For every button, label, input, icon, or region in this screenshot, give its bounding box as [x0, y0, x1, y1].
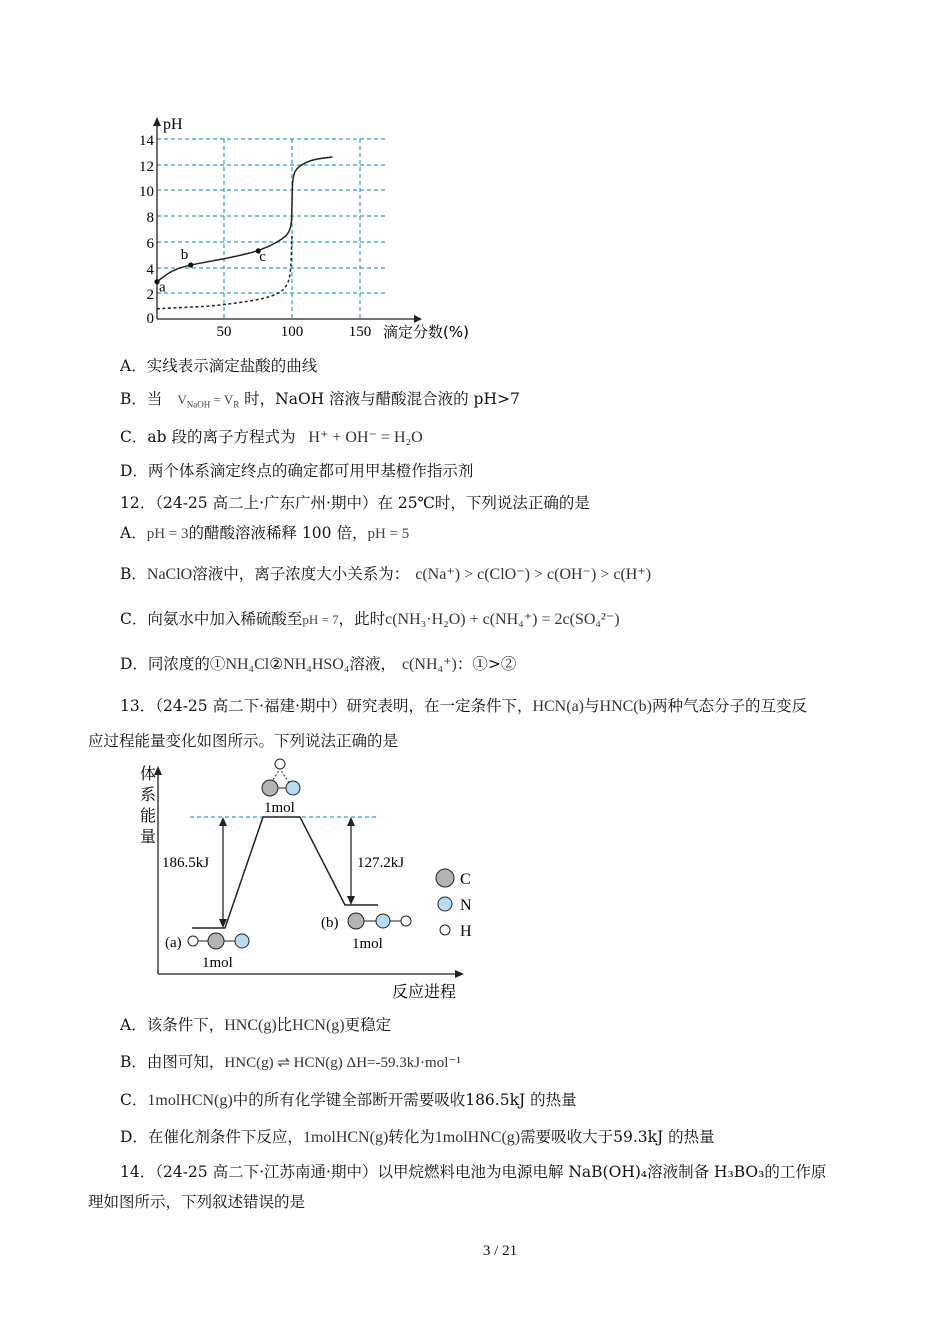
q13-option-b[interactable]: [120, 1050, 461, 1072]
option-c-formula: H⁺ + OH⁻ = H₂O: [308, 429, 423, 446]
option-prefix: A．: [120, 524, 147, 542]
q12-option-c[interactable]: [120, 607, 620, 629]
carbon-atom: [262, 780, 278, 796]
y-tick-label: 10: [139, 184, 154, 200]
formula: 1molHCN(g): [147, 1092, 233, 1109]
y-label-char: 量: [139, 829, 157, 846]
formula: c(Na⁺) > c(ClO⁻) > c(OH⁻) > c(H⁺): [415, 566, 652, 583]
option-text: 转化为: [388, 1128, 435, 1146]
formula: HNC(g) ⇌ HCN(g) ΔH=-59.3kJ·mol⁻¹: [224, 1055, 461, 1071]
option-prefix: C．向氨水中加入稀硫酸至: [120, 610, 303, 628]
q11-option-a[interactable]: A．实线表示滴定盐酸的曲线: [120, 357, 318, 375]
option-b-formula: [177, 392, 240, 410]
legend-hydrogen-icon: [440, 925, 450, 935]
option-text: 需要吸收大于59.3kJ 的热量: [520, 1128, 715, 1146]
stem-text: 两种气态分子的互变反: [651, 697, 807, 715]
titration-chart: [120, 105, 510, 350]
y-tick-label: 4: [146, 262, 154, 278]
q12-option-d[interactable]: [120, 652, 516, 674]
q13-stem-line2: 应过程能量变化如图所示。下列说法正确的是: [88, 732, 399, 750]
hydrogen-atom: [275, 759, 285, 769]
formula: c(NH₃·H₂O) + c(NH₄⁺) = 2c(SO₄²⁻): [385, 611, 620, 628]
legend-nitrogen-icon: [438, 897, 452, 911]
page-number: 3 / 21: [482, 1243, 518, 1259]
formula: 1molHCN(g): [302, 1129, 389, 1146]
q13-option-a[interactable]: [120, 1013, 391, 1035]
y-axis-label: [140, 765, 156, 846]
chart-grid: [157, 139, 388, 319]
y-tick-label: 2: [146, 287, 154, 303]
option-b-suffix: 时，NaOH 溶液与醋酸混合液的 pH>7: [244, 390, 520, 408]
molecule-a: [188, 933, 249, 949]
option-text: ，此时: [338, 610, 386, 628]
q11-option-b[interactable]: [120, 387, 520, 410]
option-b-prefix: B．当: [120, 390, 163, 408]
formula: 1molHNC(g): [434, 1129, 521, 1146]
y-label-char: 系: [139, 787, 157, 804]
nitrogen-atom: [376, 914, 390, 928]
option-text: ：①>②: [456, 655, 517, 673]
q13-option-d[interactable]: [120, 1125, 715, 1147]
x-tick-label: 100: [280, 324, 304, 340]
legend-carbon-icon: [436, 869, 454, 887]
formula-sub: NaOH: [186, 399, 211, 410]
carbon-atom: [348, 913, 364, 929]
energy-arrows: [219, 817, 355, 928]
option-text: 的醋酸溶液稀释 100 倍，: [188, 524, 368, 542]
x-tick-label: 50: [216, 324, 232, 340]
y-tick-label: 6: [146, 236, 154, 252]
molecule-b-mol: 1mol: [352, 936, 383, 952]
hydrogen-atom: [401, 916, 411, 926]
option-text: 更稳定: [344, 1016, 392, 1034]
formula: NH₄Cl: [225, 656, 270, 673]
data-point-b: [188, 262, 193, 267]
legend-label-h: H: [460, 923, 472, 940]
option-text: 溶液中，离子浓度大小关系为：: [192, 565, 410, 583]
option-text: 中的所有化学键全部断开需要吸收186.5kJ 的热量: [232, 1091, 577, 1109]
formula: pH = 7: [302, 612, 339, 627]
option-prefix: D．在催化剂条件下反应，: [120, 1128, 303, 1146]
formula: NH₄HSO₄: [283, 656, 350, 673]
molecule-b: [348, 913, 411, 929]
y-tick-label: 14: [139, 133, 154, 149]
activation-energy-label: 186.5kJ: [162, 855, 210, 871]
formula: HNC(b): [599, 698, 652, 715]
y-label-char: 体: [139, 766, 157, 783]
option-prefix: A．该条件下，: [120, 1016, 225, 1034]
q12-option-a[interactable]: [120, 521, 409, 543]
y-tick-label: 8: [146, 210, 154, 226]
y-axis-label: pH: [163, 116, 183, 133]
nitrogen-atom: [235, 934, 249, 948]
stem-text: 与: [584, 697, 600, 715]
energy-diagram: [130, 755, 480, 1005]
option-prefix: B．由图可知，: [120, 1053, 225, 1071]
formula: HNC(g): [224, 1017, 277, 1034]
q12-option-b[interactable]: [120, 562, 651, 584]
legend-label-c: C: [460, 871, 471, 888]
formula: c(NH₄⁺): [401, 656, 457, 673]
option-text: 比: [276, 1016, 293, 1034]
q14-stem-line1: 14．（24-25 高二下·江苏南通·期中）以甲烷燃料电池为电源电解 NaB(OH)₄溶液制备 H₃BO₃的工作原: [120, 1163, 827, 1181]
molecule-a-label: (a): [165, 935, 182, 951]
q11-option-c[interactable]: [120, 425, 423, 447]
transition-state-molecule: [262, 759, 300, 796]
formula: HCN(g): [292, 1017, 345, 1034]
y-label-char: 能: [139, 808, 157, 825]
formula: pH = 5: [367, 526, 410, 542]
formula-part: V: [177, 392, 187, 407]
molecule-b-label: (b): [321, 915, 339, 931]
x-axis-label: 滴定分数(%): [383, 323, 469, 341]
legend-label-n: N: [460, 897, 472, 914]
formula-part: = V: [210, 392, 234, 407]
q14-stem-line2: 理如图所示，下列叙述错误的是: [88, 1193, 306, 1211]
option-prefix: B．: [120, 565, 147, 583]
option-text: ②: [269, 655, 284, 673]
hydrogen-atom: [188, 936, 198, 946]
carbon-atom: [208, 933, 224, 949]
atom-legend: [436, 869, 454, 935]
option-prefix: C．: [120, 1091, 148, 1109]
q12-stem: 12．（24-25 高二上·广东广州·期中）在 25℃时，下列说法正确的是: [120, 494, 590, 512]
stem-text: 13．（24-25 高二下·福建·期中）研究表明，在一定条件下，: [120, 697, 533, 715]
option-c-prefix: C．ab 段的离子方程式为: [120, 428, 296, 446]
point-label-c: c: [259, 248, 266, 265]
x-axis-label: 反应进程: [392, 982, 457, 1001]
formula-sub: R: [233, 399, 240, 410]
formula: pH = 3: [146, 526, 189, 542]
q13-stem-line1: [120, 694, 807, 716]
reverse-energy-label: 127.2kJ: [357, 855, 405, 871]
x-tick-label: 150: [348, 324, 372, 340]
y-tick-label: 0: [146, 311, 154, 327]
diagram-axes: [154, 766, 464, 978]
formula: NaClO: [146, 566, 193, 583]
transition-mol-label: 1mol: [264, 800, 295, 816]
q13-option-c[interactable]: [120, 1088, 577, 1110]
point-label-a: a: [159, 279, 166, 296]
chart-axes: [153, 117, 422, 323]
option-text: 溶液，: [349, 655, 396, 673]
q11-option-d[interactable]: D．两个体系滴定终点的确定都可用甲基橙作指示剂: [120, 462, 474, 480]
energy-profile: [192, 817, 378, 928]
nitrogen-atom: [286, 781, 300, 795]
formula: HCN(a): [532, 698, 584, 715]
y-tick-labels: [139, 133, 155, 327]
option-prefix: D．同浓度的①: [120, 655, 226, 673]
y-tick-label: 12: [139, 159, 154, 175]
point-label-b: b: [180, 247, 189, 263]
x-tick-labels: [217, 324, 372, 340]
molecule-a-mol: 1mol: [202, 955, 233, 971]
